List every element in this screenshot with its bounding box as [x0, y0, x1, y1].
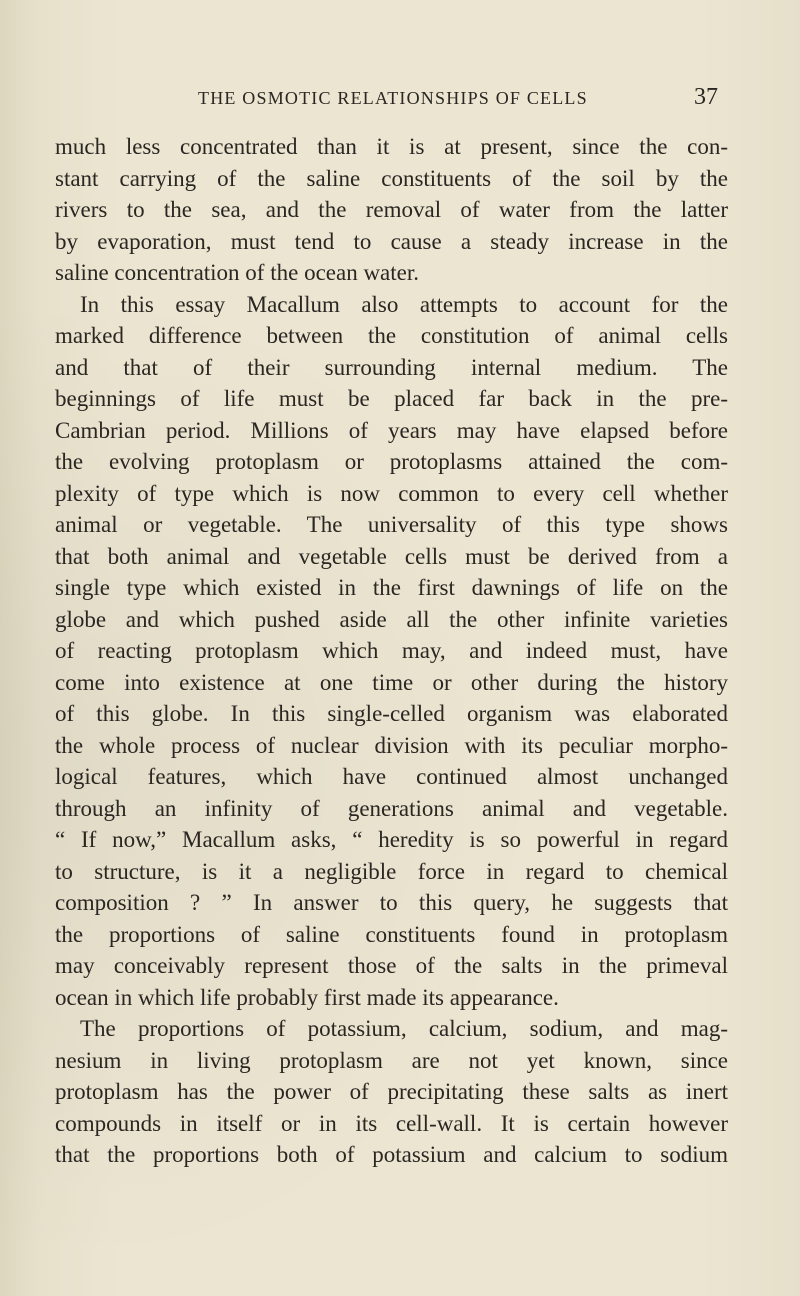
text-line: that the proportions both of potassium and calcium to sodium [55, 1142, 728, 1167]
text-line: beginnings of life must be placed far back in the pre- [55, 386, 728, 411]
text-line: may conceivably represent those of the salts in the primeval [55, 953, 728, 978]
text-line: of this globe. In this single-celled organism was elaborated [55, 701, 728, 726]
text-line: the whole process of nuclear division with its peculiar morpho- [55, 732, 728, 758]
text-line: “ If now,” Macallum asks, “ heredity is so powerful in regard [55, 827, 728, 852]
text-line: that both animal and vegetable cells must be derived from a [55, 543, 728, 569]
text-line: the proportions of saline constituents found in protoplasm [55, 921, 728, 947]
text-line: The proportions of potassium, calcium, sodium, and mag- [80, 1016, 728, 1041]
text-line: through an infinity of generations animal and vegetable. [55, 795, 728, 821]
body-text [55, 131, 728, 1171]
text-line: In this essay Macallum also attempts to account for the [80, 291, 728, 317]
text-line: ocean in which life probably first made its appearance. [55, 984, 559, 1010]
text-line: saline concentration of the ocean water. [55, 260, 420, 285]
text-line: and that of their surrounding internal medium. The [55, 354, 728, 380]
text-line: compounds in itself or in its cell-wall. It is certain however [55, 1110, 728, 1136]
text-line: to structure, is it a negligible force in regard to chemical [55, 858, 728, 884]
text-line: protoplasm has the power of precipitating these salts as inert [55, 1079, 728, 1104]
text-line: stant carrying of the saline constituents of the soil by the [55, 165, 728, 191]
text-line: animal or vegetable. The universality of this type shows [55, 512, 728, 537]
page-header [198, 84, 718, 118]
text-line: much less concentrated than it is at present, since the con- [55, 134, 728, 159]
running-head: THE OSMOTIC RELATIONSHIPS OF CELLS [198, 88, 588, 108]
text-line: logical features, which have continued almost unchanged [55, 764, 728, 789]
text-line: marked difference between the constitution of animal cells [55, 323, 728, 348]
text-line: composition ? ” In answer to this query, he suggests that [55, 890, 728, 915]
text-line: of reacting protoplasm which may, and indeed must, have [55, 638, 728, 663]
text-line: plexity of type which is now common to every cell whether [55, 480, 728, 506]
text-line: come into existence at one time or other during the history [55, 669, 728, 695]
text-line: Cambrian period. Millions of years may have elapsed before [55, 417, 728, 443]
text-line: single type which existed in the first dawnings of life on the [55, 575, 728, 600]
text-line: rivers to the sea, and the removal of water from the latter [55, 197, 728, 222]
text-line: globe and which pushed aside all the other infinite varieties [55, 606, 728, 632]
page-number: 37 [694, 84, 718, 110]
text-line: nesium in living protoplasm are not yet known, since [55, 1047, 728, 1073]
text-line: by evaporation, must tend to cause a steady increase in the [55, 228, 728, 254]
text-line: the evolving protoplasm or protoplasms attained the com- [55, 449, 728, 474]
